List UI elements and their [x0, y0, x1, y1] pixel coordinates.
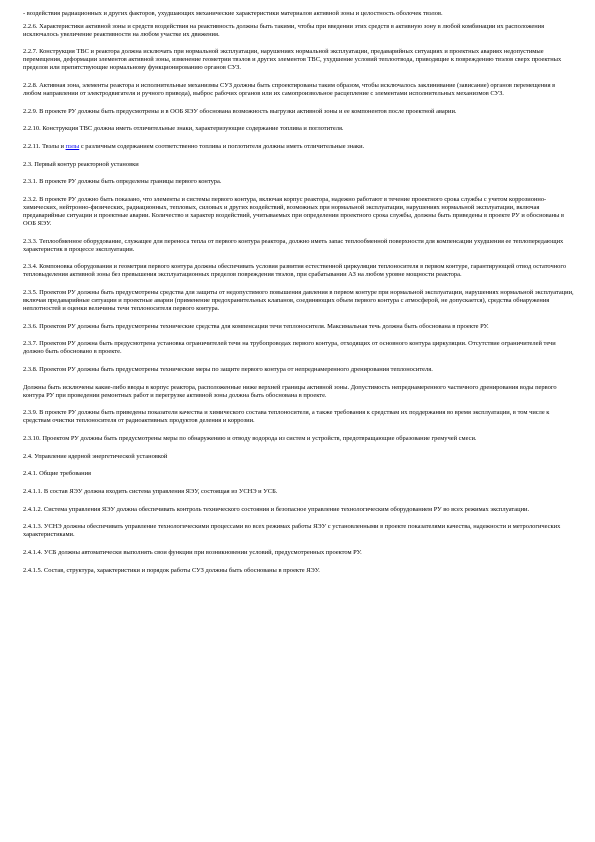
section-heading: 2.4. Управление ядерной энергетической установкой — [23, 452, 168, 460]
pely-link[interactable]: пэлы — [65, 142, 80, 150]
paragraph: 2.4.1.5. Состав, структура, характеристики и порядок работы СУЗ должны быть обоснованы в проекте ЯЭУ. — [23, 566, 320, 574]
paragraph: 2.3.7. Проектом РУ должна быть предусмотрена установка ограничителей течи на трубопроводах первого контура, отходящих от основного контура циркуляции. Отсутствие ограничителей течи должно быть обосновано в проекте. — [23, 340, 556, 356]
paragraph: 2.3.4. Компоновка оборудования и геометрия первого контура должны обеспечивать условия развития естественной циркуляции теплоносителя в первом контуре, гарантирующей отвод остаточного тепловыделения активной зоны без превышения эксплуатационных пределов повреждения твэлов, при срабатывании АЗ на любом уровне мощности реактора. — [23, 263, 567, 279]
paragraph: 2.2.9. В проекте РУ должны быть предусмотрены и в ООБ ЯЭУ обоснована возможность выгрузки активной зоны и ее компонентов после проектной аварии. — [23, 107, 457, 115]
subsection-heading: 2.4.1. Общие требования — [23, 470, 92, 478]
paragraph-text-before-link: 2.2.11. Твэлы и — [23, 142, 66, 150]
paragraph: 2.2.7. Конструкция ТВС и реактора должна исключать при нормальной эксплуатации, нарушениях нормальной эксплуатации, предаварийных ситуациях и проектных авариях недопустимые перемещения, деформации элементов активной зоны, изменение геометрии твэлов и других элементов ТВС, ухудшение условий теплоотвода, приводящие к повреждению твэлов сверх проектных пределов или препятствующие нормальному функционированию органов СУЗ. — [23, 48, 562, 72]
section-heading: 2.3. Первый контур реакторной установки — [23, 160, 139, 168]
paragraph: 2.4.1.3. УСНЭ должны обеспечивать управление технологическими процессами во всех режимах работы ЯЭУ с установленными в проекте показателями качества, надежности и метрологических характеристиками. — [23, 523, 561, 539]
paragraph: 2.2.8. Активная зона, элементы реактора и исполнительные механизмы СУЗ должны быть спроектированы таким образом, чтобы исключалось заклинивание (зависание) органов перемещения в любом направлении от электродвигателя и ручного привода), выброс рабочих органов или их самопроизвольное расцепление с элементами исполнительных механизмов СУЗ. — [23, 81, 556, 98]
paragraph: Должны быть исключены какие-либо вводы в корпус реактора, расположенные ниже верхней границы активной зоны. Допустимость непреднамеренного частичного дренирования воды первого контура РУ при проведении ремонтных работ и перегрузке активной зоны должна быть обоснована в проекте. — [23, 383, 557, 399]
paragraph-text-after-link: с различным содержанием соответственно топлива и поглотителя должны иметь отличительные знаки. — [79, 142, 365, 150]
paragraph: 2.3.9. В проекте РУ должны быть приведены показатели качества и химического состава теплоносителя, а также требования к средствам их поддержания во время эксплуатации, в том числе к средствам очистки теплоносителя от радиоактивных продуктов деления и коррозии. — [23, 409, 550, 425]
paragraph: 2.3.5. Проектом РУ должны быть предусмотрены средства для защиты от недопустимого повышения давления в первом контуре при нормальной эксплуатации, нарушениях нормальной эксплуатации, включая предаварийные ситуации и проектные аварии (применение предохранительных клапанов, соединяющих объем первого контура с атмосферой, не допускается), средства обнаружения неплотностей и оценки величины течи теплоносителя первого контура. — [23, 289, 574, 313]
paragraph: 2.2.6. Характеристики активной зоны и средств воздействия на реактивность должны быть такими, чтобы при введении этих средств в активную зону в любой комбинации их расположения исключалось увеличение реактивности на любом участке их движения. — [23, 22, 545, 38]
paragraph: 2.4.1.2. Система управления ЯЭУ должна обеспечивать контроль технического состояния и безопасное управление технологическим оборудованием РУ во всех режимах эксплуатации. — [23, 505, 530, 513]
paragraph: - воздействия радиационных и других факторов, ухудшающих механические характеристики материалов активной зоны и целостность оболочек твэлов. — [23, 10, 443, 17]
paragraph: 2.4.1.4. УСБ должны автоматически выполнять свои функции при возникновении условий, предусмотренных проектом РУ. — [23, 548, 362, 556]
document-page — [23, 10, 575, 584]
paragraph: 2.3.3. Теплообменное оборудование, служащее для переноса тепла от первого контура реактора, должно иметь запас теплообменной поверхности для компенсации ухудшения ее теплопередающих характеристик в процессе эксплуатации. — [23, 237, 564, 253]
paragraph-with-link — [23, 143, 575, 151]
paragraph: 2.2.10. Конструкция ТВС должна иметь отличительные знаки, характеризующие содержание топлива и поглотителя. — [23, 125, 344, 133]
paragraph: 2.3.2. В проекте РУ должно быть показано, что элементы и системы первого контура, включая корпус реактора, надежно работают в течение проектного срока службы с учетом коррозионно-химических, нейтронно-физических, радиационных, тепловых, силовых и других воздействий, возможных при нормальной эксплуатации, нарушениях нормальной эксплуатации, включая предаварийные ситуации и проектные аварии. Количество и характер воздействий, учитываемых при определении проектного срока службы, должны быть приведены в проекте РУ и обоснованы в ООБ ЯЭУ. — [23, 195, 565, 227]
paragraph: 2.3.10. Проектом РУ должны быть предусмотрены меры по обнаружению и отводу водорода из систем и устройств, предотвращающие образование гремучей смеси. — [23, 435, 477, 443]
paragraph: 2.3.6. Проектом РУ должны быть предусмотрены технические средства для компенсации течи теплоносителя. Максимальная течь должна быть обоснована в проекте РУ. — [23, 322, 489, 330]
paragraph: 2.3.1. В проекте РУ должны быть определены границы первого контура. — [23, 178, 222, 186]
paragraph: 2.4.1.1. В состав ЯЭУ должна входить система управления ЯЭУ, состоящая из УСНЭ и УСБ. — [23, 488, 278, 496]
paragraph: 2.3.8. Проектом РУ должны быть предусмотрены технические меры по защите первого контура от непреднамеренного дренирования теплоносителя. — [23, 366, 433, 374]
